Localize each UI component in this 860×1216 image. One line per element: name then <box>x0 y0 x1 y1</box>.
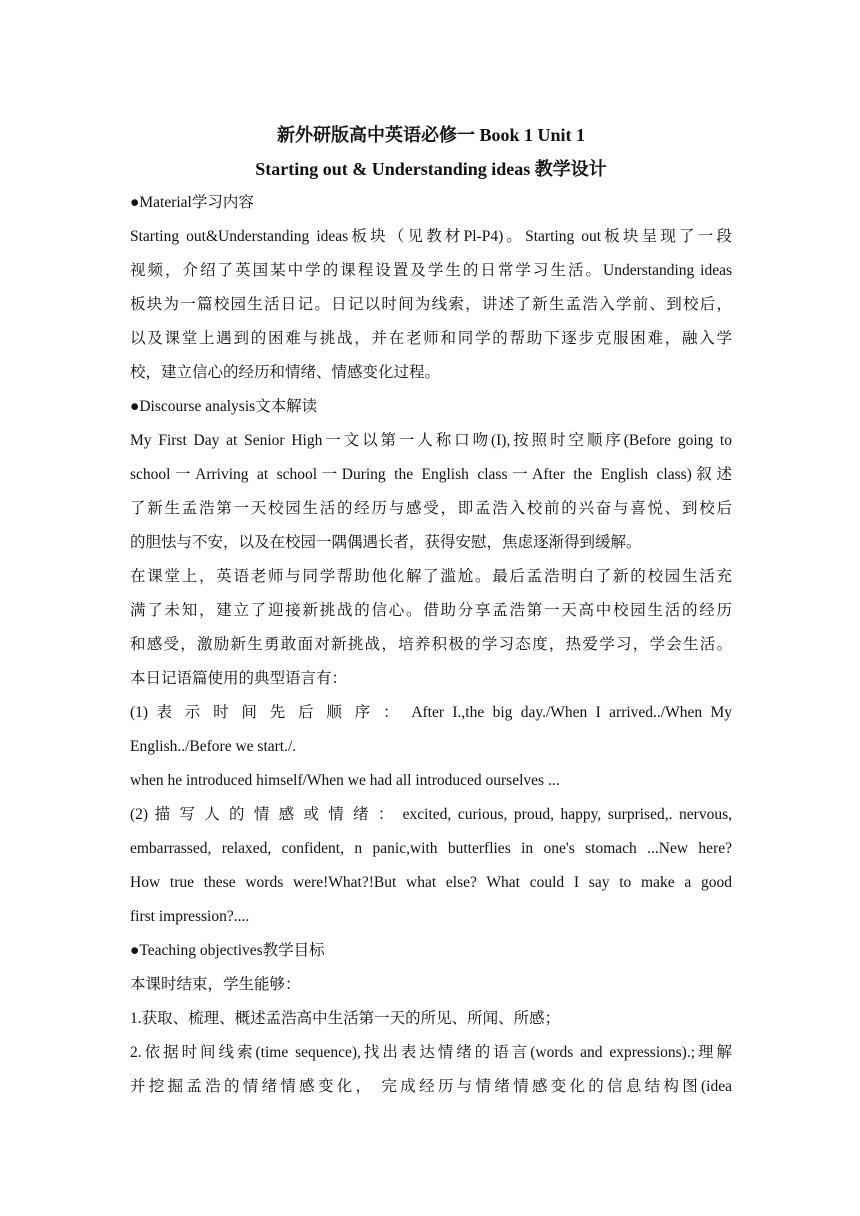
material-line: 视频，介绍了英国某中学的课程设置及学生的日常学习生活。Understanding ideas <box>130 262 732 279</box>
discourse-line: 在课堂上，英语老师与同学帮助他化解了滥尬。最后孟浩明白了新的校园生活充 <box>130 568 732 585</box>
document-page <box>130 118 732 1104</box>
discourse-line: school一Arriving at school一During the English class一After the English class)叙述 <box>130 466 732 483</box>
objectives-line: 2.依据时间线索(time sequence),找出表达情绪的语言(words and expressions).;理解 <box>130 1044 732 1061</box>
material-line: 板块为一篇校园生活日记。日记以时间为线索，讲述了新生孟浩入学前、到校后， <box>130 296 732 313</box>
document-subtitle: Starting out & Understanding ideas 教学设计 <box>255 159 607 179</box>
material-line: Starting out&Understanding ideas板块（见教材Pl-P4)。Starting out板块呈现了一段 <box>130 228 732 245</box>
objectives-line: 并挖掘孟浩的情绪情感变化， 完成经历与情绪情感变化的信息结构图(idea <box>130 1078 732 1095</box>
discourse-line: 和感受，激励新生勇敢面对新挑战，培养积极的学习态度，热爱学习，学会生活。 <box>130 636 732 653</box>
material-heading: ●Material学习内容 <box>130 194 254 211</box>
objectives-line: 本课时结束，学生能够： <box>130 976 301 993</box>
discourse-line: English../Before we start./. <box>130 738 297 755</box>
discourse-line: 本日记语篇使用的典型语言有： <box>130 670 348 687</box>
objectives-heading: ●Teaching objectives教学目标 <box>130 942 325 959</box>
discourse-line: first impression?.... <box>130 908 250 925</box>
discourse-line: 了新生孟浩第一天校园生活的经历与感受，即孟浩入校前的兴奋与喜悦、到校后 <box>130 500 732 517</box>
discourse-line: when he introduced himself/When we had all introduced ourselves ... <box>130 772 560 789</box>
discourse-line: (2) 描 写 人 的 情 感 或 情 绪 ： excited, curious, proud, happy, surprised,. nervous, <box>130 806 732 823</box>
discourse-heading: ●Discourse analysis文本解读 <box>130 398 318 415</box>
material-line: 以及课堂上遇到的困难与挑战，并在老师和同学的帮助下逐步克服困难，融入学 <box>130 330 732 347</box>
discourse-line: 满了未知，建立了迎接新挑战的信心。借助分享孟浩第一天高中校园生活的经历 <box>130 602 732 619</box>
document-title: 新外研版高中英语必修一 Book 1 Unit 1 <box>276 125 586 145</box>
objectives-line: 1.获取、梳理、概述孟浩高中生活第一天的所见、所闻、所感； <box>130 1010 561 1027</box>
discourse-line: How true these words were!What?!But what else? What could I say to make a good <box>130 874 732 891</box>
discourse-line: (1) 表 示 时 间 先 后 顺 序 ： After I.,the big day./When I arrived../When My <box>130 704 732 721</box>
discourse-line: 的胆怯与不安，以及在校园一隅偶遇长者，获得安慰，焦虑逐渐得到缓解。 <box>130 534 642 551</box>
discourse-line: My First Day at Senior High一文以第一人称口吻(I),按照时空顺序(Before going to <box>130 432 732 449</box>
material-line: 校，建立信心的经历和情绪、情感变化过程。 <box>130 364 441 381</box>
discourse-line: embarrassed, relaxed, confident, n panic,with butterflies in one's stomach ...New here? <box>130 840 732 857</box>
